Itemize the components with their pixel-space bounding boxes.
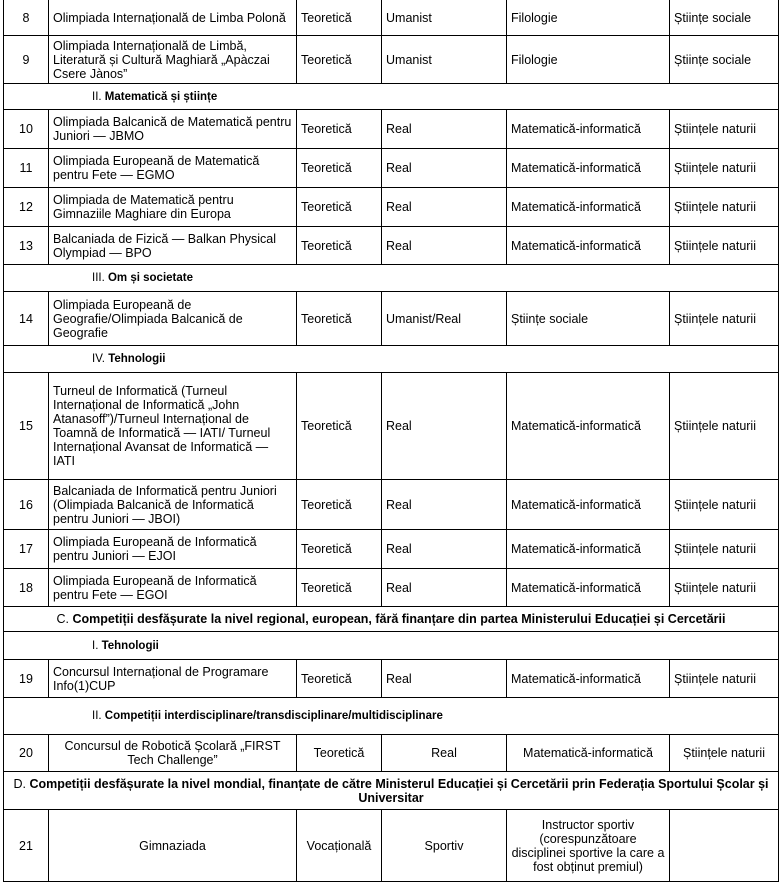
section-roman: II. <box>92 710 102 722</box>
table-row <box>4 480 779 530</box>
competition-name: Olimpiada Internațională de Limbă, Literatură și Cultură Maghiară „Apàczai Csere Jànos” <box>49 36 297 84</box>
row-number: 8 <box>4 0 49 36</box>
competition-type: Teoretică <box>297 227 382 265</box>
competition-type: Teoretică <box>297 0 382 36</box>
competition-name: Balcaniada de Informatică pentru Juniori (Olimpiada Balcanică de Informatică pentru Juniori — JBOI) <box>49 480 297 530</box>
section-roman: IV. <box>92 353 106 365</box>
specialization-cell: Matematică-informatică <box>507 149 670 188</box>
domain-cell: Științele naturii <box>670 660 779 698</box>
table-row <box>4 810 779 882</box>
competition-type: Teoretică <box>297 660 382 698</box>
domain-cell: Științele naturii <box>670 110 779 149</box>
section-row <box>4 632 779 660</box>
section-row <box>4 265 779 292</box>
chapter-heading <box>4 772 779 810</box>
row-number: 16 <box>4 480 49 530</box>
row-number: 11 <box>4 149 49 188</box>
row-number: 13 <box>4 227 49 265</box>
competition-type: Teoretică <box>297 36 382 84</box>
section-title: Om și societate <box>107 272 193 284</box>
competition-name: Concursul Internațional de Programare Info(1)CUP <box>49 660 297 698</box>
section-roman: I. <box>92 639 99 652</box>
table-row <box>4 149 779 188</box>
competition-name: Olimpiada de Matematică pentru Gimnaziile Maghiare din Europa <box>49 188 297 227</box>
specialization-cell: Științe sociale <box>507 292 670 346</box>
competition-name: Olimpiada Europeană de Informatică pentru Juniori — EJOI <box>49 530 297 569</box>
chapter-heading <box>4 607 779 632</box>
specialization-cell: Matematică-informatică <box>507 530 670 569</box>
competition-name: Olimpiada Europeană de Geografie/Olimpiada Balcanică de Geografie <box>49 292 297 346</box>
row-number: 21 <box>4 810 49 882</box>
profile-cell: Real <box>382 660 507 698</box>
specialization-cell: Filologie <box>507 0 670 36</box>
competition-name: Gimnaziada <box>49 810 297 882</box>
competition-type: Teoretică <box>297 188 382 227</box>
table-row <box>4 0 779 36</box>
section-heading <box>4 346 779 373</box>
specialization-cell: Matematică-informatică <box>507 735 670 772</box>
competition-type: Teoretică <box>297 480 382 530</box>
domain-cell: Științele naturii <box>670 373 779 480</box>
domain-cell: Științele naturii <box>670 569 779 607</box>
profile-cell: Sportiv <box>382 810 507 882</box>
profile-cell: Real <box>382 569 507 607</box>
section-row <box>4 346 779 373</box>
profile-cell: Real <box>382 373 507 480</box>
chapter-letter: D. <box>13 776 26 791</box>
domain-cell: Științele naturii <box>670 480 779 530</box>
specialization-cell: Matematică-informatică <box>507 480 670 530</box>
specialization-cell: Instructor sportiv (corespunzătoare disciplinei sportive la care a fost obținut premiul) <box>507 810 670 882</box>
specialization-cell: Matematică-informatică <box>507 373 670 480</box>
domain-cell: Științele naturii <box>670 530 779 569</box>
competition-name: Olimpiada Europeană de Informatică pentru Fete — EGOI <box>49 569 297 607</box>
chapter-letter: C. <box>56 612 70 626</box>
section-heading <box>4 698 779 735</box>
row-number: 19 <box>4 660 49 698</box>
profile-cell: Real <box>382 530 507 569</box>
domain-cell: Științe sociale <box>670 0 779 36</box>
row-number: 15 <box>4 373 49 480</box>
domain-cell: Științe sociale <box>670 36 779 84</box>
competition-name: Olimpiada Balcanică de Matematică pentru Juniori — JBMO <box>49 110 297 149</box>
row-number: 14 <box>4 292 49 346</box>
specialization-cell: Matematică-informatică <box>507 227 670 265</box>
row-number: 12 <box>4 188 49 227</box>
specialization-cell: Matematică-informatică <box>507 110 670 149</box>
chapter-row <box>4 772 779 810</box>
profile-cell: Real <box>382 149 507 188</box>
competition-name: Balcaniada de Fizică — Balkan Physical Olympiad — BPO <box>49 227 297 265</box>
section-row <box>4 84 779 110</box>
chapter-title: Competiții desfășurate la nivel regional, european, fără finanțare din partea Ministerului Educației și Cercetării <box>72 612 726 626</box>
competition-type: Teoretică <box>297 530 382 569</box>
domain-cell: Științele naturii <box>670 149 779 188</box>
section-roman: II. <box>92 90 102 103</box>
table-row <box>4 530 779 569</box>
section-title: Tehnologii <box>101 639 159 652</box>
profile-cell: Real <box>382 480 507 530</box>
competition-type: Teoretică <box>297 373 382 480</box>
chapter-row <box>4 607 779 632</box>
table-row <box>4 292 779 346</box>
competition-name: Turneul de Informatică (Turneul Internațional de Informatică „John Atanasoff”)/Turneul Internațional de Toamnă de Informatică — IATI/ Turneul Internațional Avansat de Informatică — IATI <box>49 373 297 480</box>
chapter-title: Competiții desfășurate la nivel mondial, finanțate de către Ministerul Educației și Cercetării prin Federația Sportului Școlar și Universitar <box>29 776 769 805</box>
table-body <box>4 0 779 882</box>
domain-cell <box>670 810 779 882</box>
competition-type: Teoretică <box>297 110 382 149</box>
table-row <box>4 227 779 265</box>
profile-cell: Real <box>382 227 507 265</box>
row-number: 18 <box>4 569 49 607</box>
row-number: 20 <box>4 735 49 772</box>
profile-cell: Real <box>382 735 507 772</box>
specialization-cell: Filologie <box>507 36 670 84</box>
competition-type: Teoretică <box>297 735 382 772</box>
section-roman: III. <box>92 272 105 284</box>
section-heading <box>4 265 779 292</box>
section-title: Competiții interdisciplinare/transdisciplinare/multidisciplinare <box>104 710 443 722</box>
profile-cell: Umanist/Real <box>382 292 507 346</box>
profile-cell: Real <box>382 188 507 227</box>
table-row <box>4 735 779 772</box>
domain-cell: Științele naturii <box>670 735 779 772</box>
domain-cell: Științele naturii <box>670 227 779 265</box>
table-row <box>4 569 779 607</box>
profile-cell: Umanist <box>382 36 507 84</box>
competition-type: Teoretică <box>297 292 382 346</box>
table-row <box>4 188 779 227</box>
competitions-table <box>3 0 779 882</box>
table-row <box>4 110 779 149</box>
section-row <box>4 698 779 735</box>
section-title: Tehnologii <box>108 353 166 365</box>
row-number: 17 <box>4 530 49 569</box>
competition-type: Vocațională <box>297 810 382 882</box>
section-title: Matematică și științe <box>104 90 218 103</box>
competition-type: Teoretică <box>297 149 382 188</box>
specialization-cell: Matematică-informatică <box>507 188 670 227</box>
table-row <box>4 373 779 480</box>
competition-name: Concursul de Robotică Școlară „FIRST Tech Challenge” <box>49 735 297 772</box>
row-number: 9 <box>4 36 49 84</box>
competition-type: Teoretică <box>297 569 382 607</box>
section-heading <box>4 632 779 660</box>
profile-cell: Real <box>382 110 507 149</box>
section-heading <box>4 84 779 110</box>
table-row <box>4 660 779 698</box>
profile-cell: Umanist <box>382 0 507 36</box>
specialization-cell: Matematică-informatică <box>507 569 670 607</box>
domain-cell: Științele naturii <box>670 292 779 346</box>
row-number: 10 <box>4 110 49 149</box>
competition-name: Olimpiada Europeană de Matematică pentru Fete — EGMO <box>49 149 297 188</box>
domain-cell: Științele naturii <box>670 188 779 227</box>
specialization-cell: Matematică-informatică <box>507 660 670 698</box>
table-row <box>4 36 779 84</box>
competition-name: Olimpiada Internațională de Limba Polonă <box>49 0 297 36</box>
